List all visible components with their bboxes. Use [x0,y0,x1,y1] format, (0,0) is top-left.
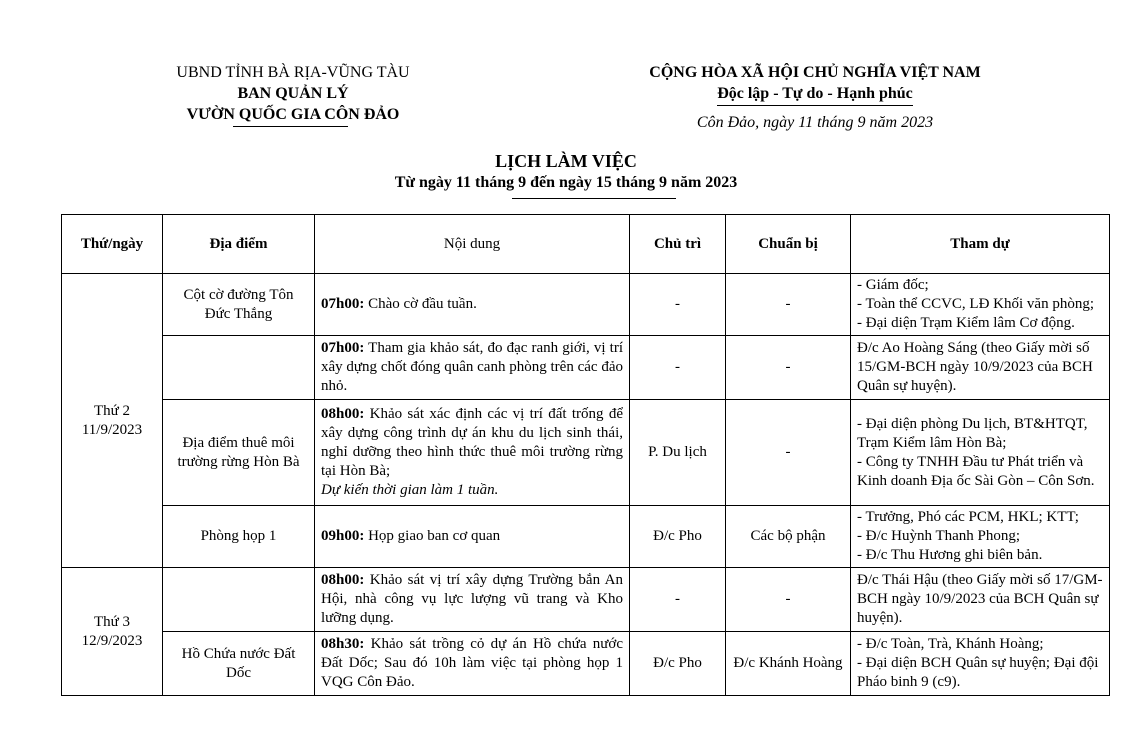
attend-line: - Đại diện BCH Quân sự huyện; Đại đội Pháo binh 9 (c9). [857,655,1099,690]
attend-line: - Đại diện Trạm Kiểm lâm Cơ động. [857,315,1075,331]
content-cell [315,274,630,336]
title-underline [512,198,676,199]
header-prepare: Chuẩn bị [726,215,851,274]
place-cell [163,568,315,632]
attend-line: - Trưởng, Phó các PCM, HKL; KTT; [857,509,1079,525]
agency-name: VƯỜN QUỐC GIA CÔN ĐẢO [186,106,400,123]
chair-cell: - [630,274,726,336]
chair-cell: Đ/c Pho [630,632,726,696]
content-cell [315,632,630,696]
table-row [62,632,1110,696]
attend-cell [851,568,1110,632]
prepare-cell: Các bộ phận [726,506,851,568]
chair-cell: - [630,568,726,632]
header-day: Thứ/ngày [62,215,163,274]
header-attend: Tham dự [851,215,1110,274]
nation-motto: Độc lập - Tự do - Hạnh phúc [717,83,913,106]
attend-line: Đ/c Ao Hoàng Sáng (theo Giấy mời số 15/GM-BCH ngày 10/9/2023 của BCH Quân sự huyện). [857,340,1093,394]
attend-line: - Đ/c Thu Hương ghi biên bản. [857,547,1043,563]
day-cell [62,568,163,696]
chair-cell: - [630,336,726,400]
chair-cell: P. Du lịch [630,400,726,506]
content-text: Khảo sát trồng cỏ dự án Hồ chứa nước Đất Dốc; Sau đó 10h làm việc tại phòng họp 1 VQG Côn Đảo. [321,636,623,690]
content-cell [315,568,630,632]
attend-line: - Toàn thể CCVC, LĐ Khối văn phòng; [857,296,1094,312]
place-cell: Hồ Chứa nước Đất Dốc [163,632,315,696]
chair-cell: Đ/c Pho [630,506,726,568]
table-row [62,336,1110,400]
place-cell: Cột cờ đường Tôn Đức Thắng [163,274,315,336]
content-time: 08h00: [321,572,365,588]
prepare-cell: Đ/c Khánh Hoàng [726,632,851,696]
title-range: Từ ngày 11 tháng 9 đến ngày 15 tháng 9 năm 2023 [394,174,738,191]
attend-cell [851,336,1110,400]
content-text: Họp giao ban cơ quan [364,528,501,544]
content-text: Khảo sát xác định các vị trí đất trống để xây dựng công trình dự án khu du lịch sinh thái, nghỉ dưỡng theo hình thức thuê môi trường rừng tại Hòn Bà; [321,406,623,479]
content-note: Dự kiến thời gian làm 1 tuần. [321,482,499,498]
attend-line: - Đ/c Toàn, Trà, Khánh Hoàng; [857,636,1044,652]
table-row [62,568,1110,632]
table-row [62,506,1110,568]
prepare-cell: - [726,568,851,632]
day-date: 11/9/2023 [81,421,143,438]
agency-board: BAN QUẢN LÝ [237,85,349,102]
attend-line: Đ/c Thái Hậu (theo Giấy mời số 17/GM-BCH ngày 10/9/2023 của BCH Quân sự huyện). [857,572,1103,626]
content-time: 08h00: [321,406,365,422]
table-row [62,274,1110,336]
content-cell [315,400,630,506]
agency-header [148,62,438,125]
content-cell [315,336,630,400]
content-time: 07h00: [321,340,365,356]
content-cell [315,506,630,568]
content-text: Tham gia khảo sát, đo đạc ranh giới, vị trí xây dựng chốt đóng quân canh phòng trên các đảo nhỏ. [321,340,623,394]
nation-name: CỘNG HÒA XÃ HỘI CHỦ NGHĨA VIỆT NAM [649,64,981,81]
attend-cell [851,400,1110,506]
attend-cell [851,632,1110,696]
attend-line: - Giám đốc; [857,277,929,293]
agency-parent: UBND TỈNH BÀ RỊA-VŨNG TÀU [176,64,410,81]
content-time: 09h00: [321,528,365,544]
header-content: Nội dung [315,215,630,274]
attend-line: - Đ/c Huỳnh Thanh Phong; [857,528,1021,544]
table-row [62,400,1110,506]
place-date: Côn Đảo, ngày 11 tháng 9 năm 2023 [696,114,934,131]
document-title [0,150,1132,194]
header-chair: Chủ trì [630,215,726,274]
prepare-cell: - [726,400,851,506]
attend-cell [851,274,1110,336]
table-header-row [62,215,1110,274]
content-text: Khảo sát vị trí xây dựng Trường bắn An Hội, nhà công vụ lực lượng vũ trang và Kho lưỡng dụng. [321,572,623,626]
agency-underline [233,126,348,127]
place-cell: Phòng họp 1 [163,506,315,568]
header-place: Địa điểm [163,215,315,274]
schedule-table [61,214,1110,696]
day-weekday: Thứ 3 [93,613,131,630]
day-date: 12/9/2023 [81,632,143,649]
place-cell [163,336,315,400]
place-cell: Địa điểm thuê môi trường rừng Hòn Bà [163,400,315,506]
day-cell [62,274,163,568]
attend-line: - Đại diện phòng Du lịch, BT&HTQT, Trạm Kiểm lâm Hòn Bà; [857,415,1088,451]
content-time: 08h30: [321,636,365,652]
title-main: LỊCH LÀM VIỆC [495,151,637,171]
prepare-cell: - [726,274,851,336]
attend-line: - Công ty TNHH Đầu tư Phát triển và Kinh doanh Địa ốc Sài Gòn – Côn Sơn. [857,453,1095,489]
content-text: Chào cờ đầu tuần. [364,296,477,312]
content-time: 07h00: [321,296,365,312]
nation-header [600,62,1030,133]
attend-cell [851,506,1110,568]
day-weekday: Thứ 2 [93,402,131,419]
prepare-cell: - [726,336,851,400]
